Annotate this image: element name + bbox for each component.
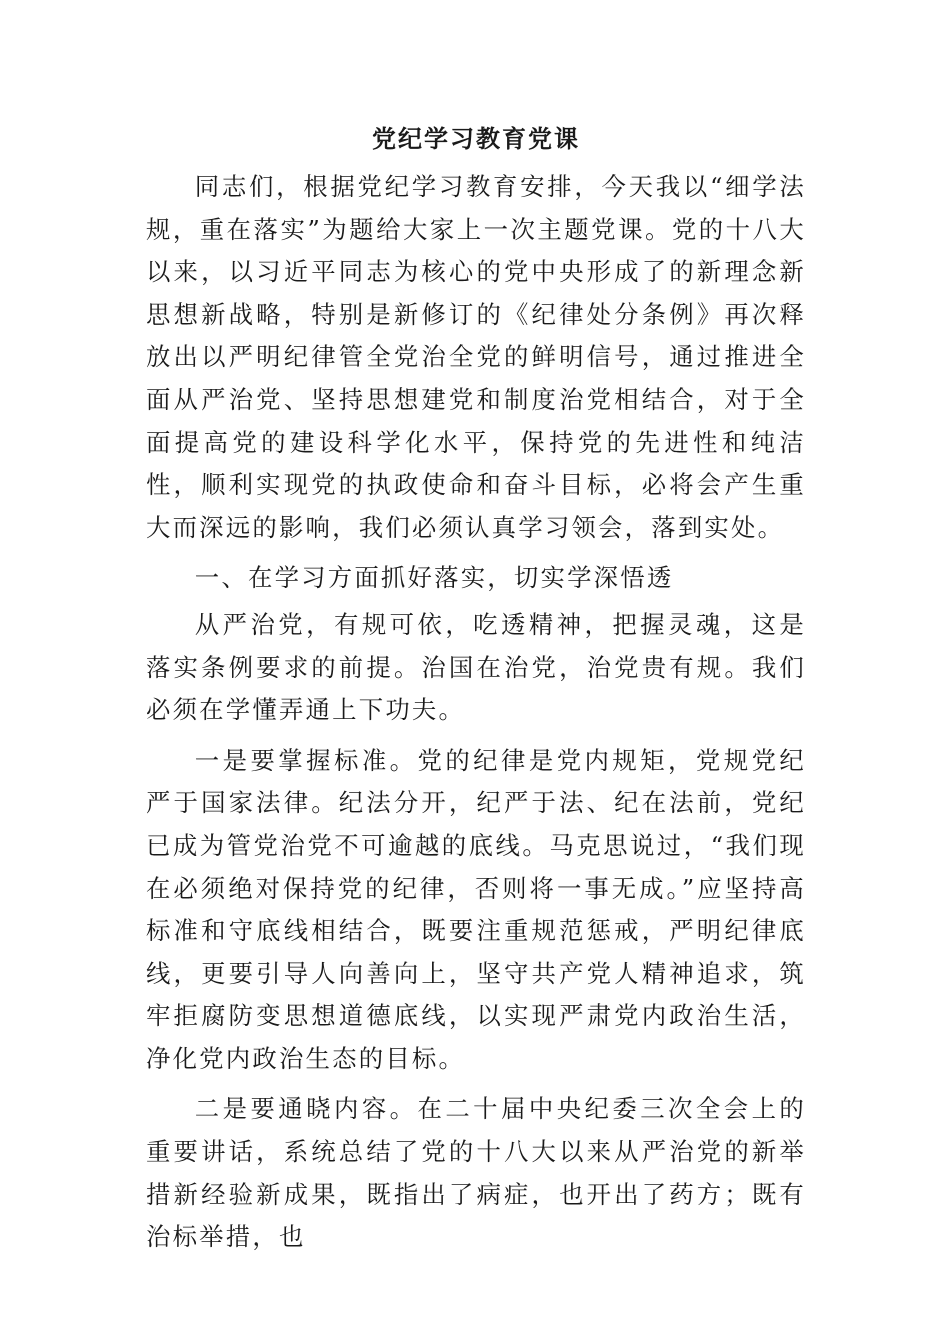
- section-paragraph: 从严治党，有规可依，吃透精神，把握灵魂，这是落实条例要求的前提。治国在治党，治党贵有规。我们必须在学懂弄通上下功夫。: [146, 609, 806, 725]
- point-one-paragraph: 一是要掌握标准。党的纪律是党内规矩，党规党纪严于国家法律。纪法分开，纪严于法、纪在法前，党纪已成为管党治党不可逾越的底线。马克思说过，“我们现在必须绝对保持党的纪律，否则将一事无成。”应坚持高标准和守底线相结合，既要注重规范惩戒，严明纪律底线，更要引导人向善向上，坚守共产党人精神追求，筑牢拒腐防变思想道德底线，以实现严肃党内政治生活，净化党内政治生态的目标。: [146, 745, 806, 1073]
- intro-paragraph: 同志们，根据党纪学习教育安排，今天我以“细学法规，重在落实”为题给大家上一次主题党课。党的十八大以来，以习近平同志为核心的党中央形成了的新理念新思想新战略，特别是新修订的《纪律处分条例》再次释放出以严明纪律管全党治全党的鲜明信号，通过推进全面从严治党、坚持思想建党和制度治党相结合，对于全面提高党的建设科学化水平，保持党的先进性和纯洁性，顺利实现党的执政使命和奋斗目标，必将会产生重大而深远的影响，我们必须认真学习领会，落到实处。: [146, 172, 806, 542]
- point-two-paragraph: 二是要通晓内容。在二十届中央纪委三次全会上的重要讲话，系统总结了党的十八大以来从严治党的新举措新经验新成果，既指出了病症，也开出了药方；既有治标举措，也: [146, 1094, 806, 1252]
- document-title: 党纪学习教育党课: [372, 124, 580, 153]
- document-page: [146, 118, 806, 1259]
- section-heading: 一、在学习方面抓好落实，切实学深悟透: [194, 563, 674, 593]
